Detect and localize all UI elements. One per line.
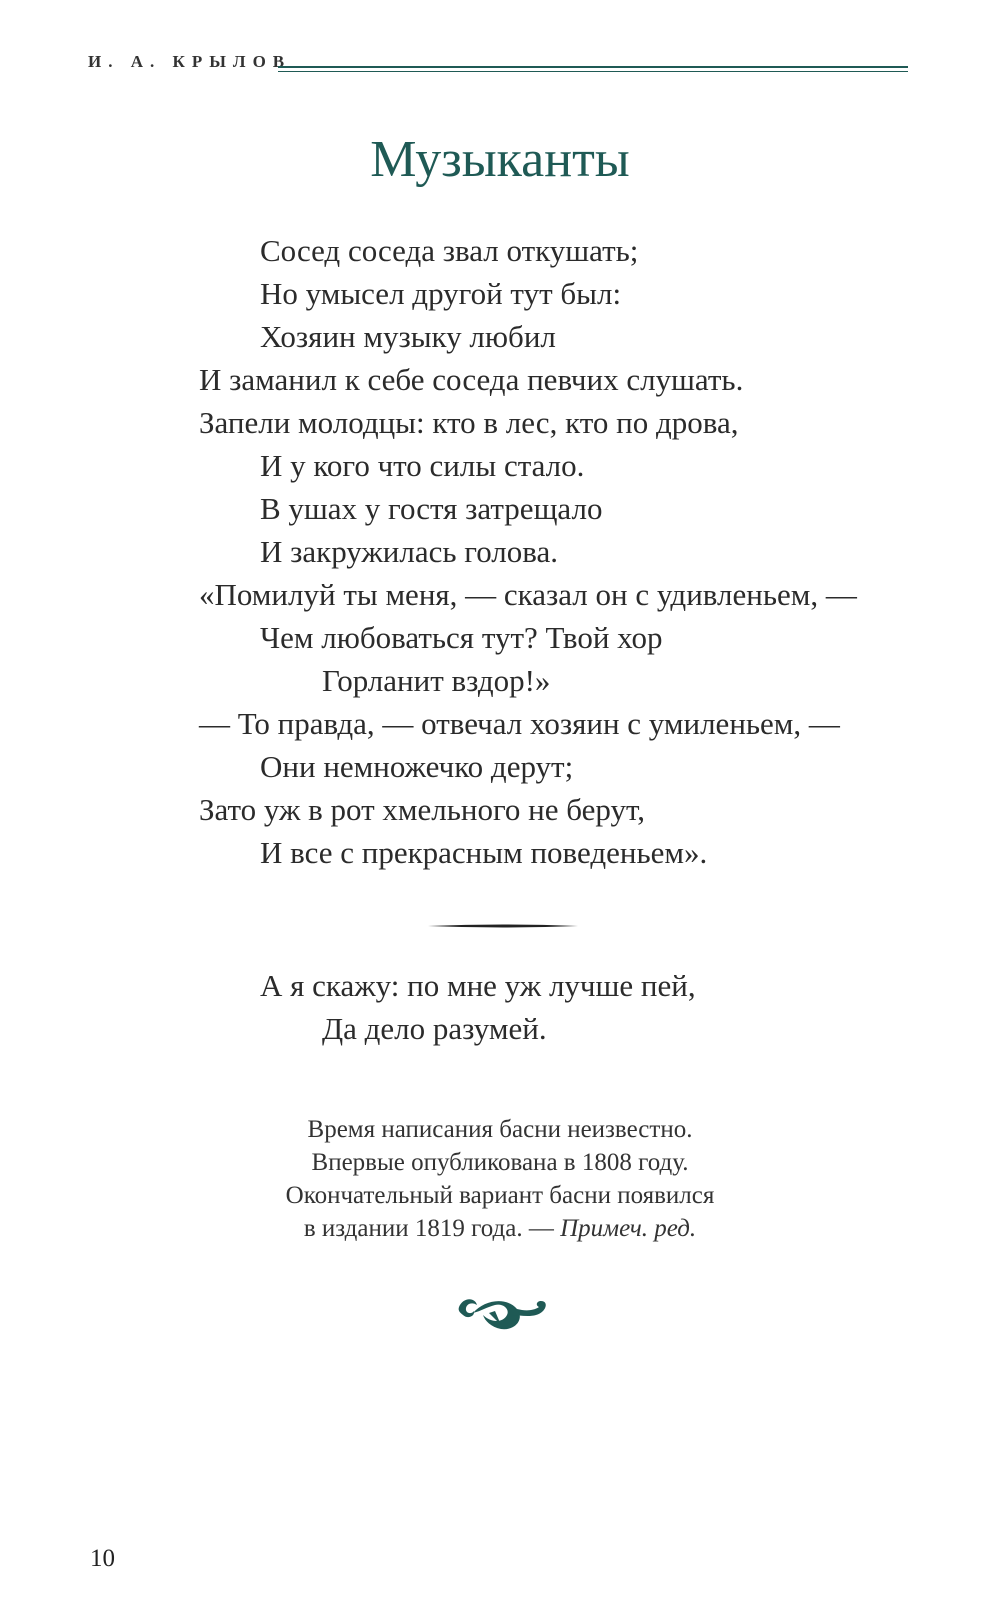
poem-line: Зато уж в рот хмельного не берут,: [199, 792, 645, 827]
page-number: 10: [90, 1545, 115, 1572]
moral-line: А я скажу: по мне уж лучше пей,: [260, 968, 696, 1003]
note-line: Окончательный вариант басни появился: [285, 1182, 715, 1209]
poem-line: Они немножечко дерут;: [260, 749, 574, 784]
note-line: [0, 1212, 1000, 1245]
poem-line: Хозяин музыку любил: [260, 319, 556, 354]
note-text: в издании 1819 года. —: [303, 1215, 561, 1242]
poem-line: — То правда, — отвечал хозяин с умиленьем, —: [199, 706, 840, 741]
moral-line: Да дело разумей.: [322, 1011, 547, 1046]
note-line: Впервые опубликована в 1808 году.: [311, 1149, 689, 1176]
poem-line: Запели молодцы: кто в лес, кто по дрова,: [199, 405, 739, 440]
editor-note: [0, 1113, 1000, 1245]
poem-line: Чем любоваться тут? Твой хор: [260, 620, 663, 655]
fleuron-icon: [455, 1293, 551, 1337]
header-rule: [278, 66, 908, 72]
poem-line: В ушах у гостя затрещало: [260, 491, 603, 526]
running-head-author: И. А. КРЫЛОВ: [88, 52, 292, 71]
poem-line: И закружилась голова.: [260, 534, 559, 569]
poem-line: Но умысел другой тут был:: [260, 276, 622, 311]
section-divider: [428, 924, 578, 928]
poem-line: «Помилуй ты меня, — сказал он с удивленьем, —: [199, 577, 857, 612]
note-line: Время написания басни неизвестно.: [307, 1116, 693, 1143]
poem-line: И все с прекрасным поведеньем».: [260, 835, 708, 870]
poem-line: И заманил к себе соседа певчих слушать.: [199, 362, 744, 397]
poem-line: И у кого что силы стало.: [260, 448, 585, 483]
poem-line: Сосед соседа звал откушать;: [260, 233, 639, 268]
poem-line: Горланит вздор!»: [322, 663, 551, 698]
note-italic: Примеч. ред.: [560, 1215, 697, 1242]
poem-title: Музыканты: [370, 131, 630, 188]
